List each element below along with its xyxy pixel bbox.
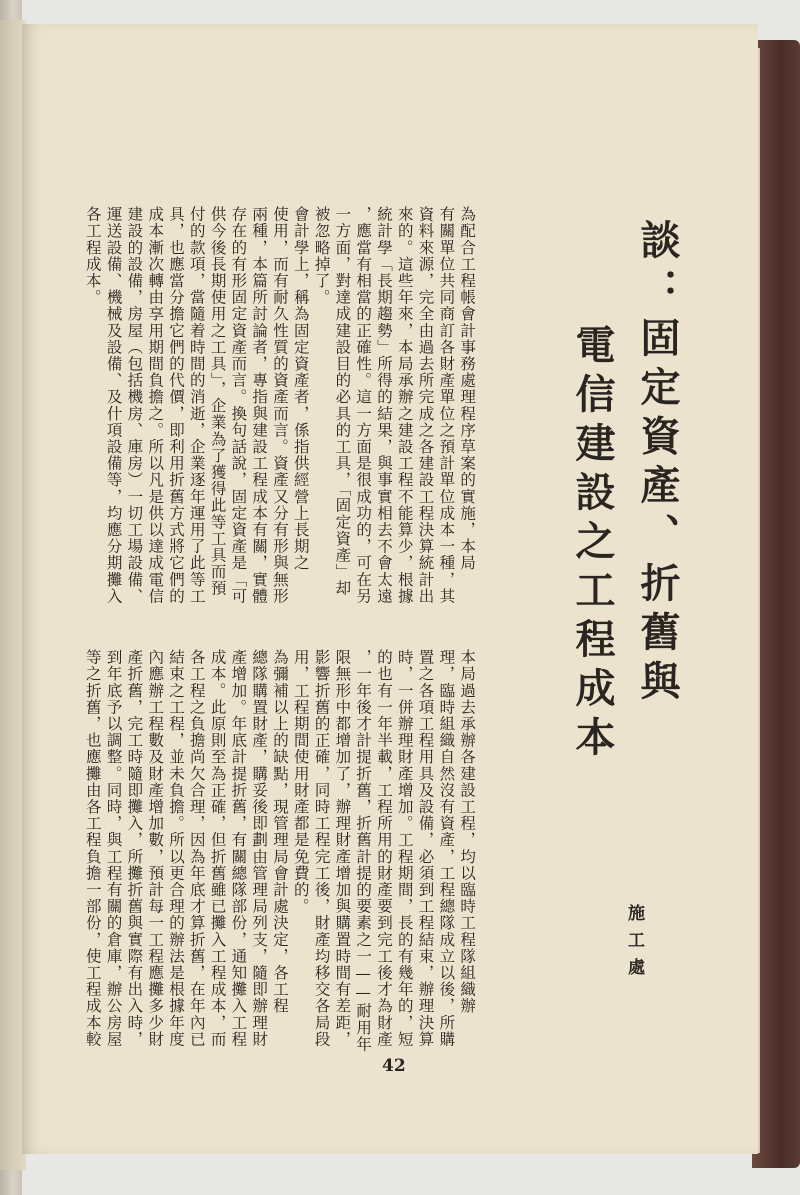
body-text-block-lower: 本局過去承辦各建設工程，均以臨時工程隊組織辦 理，臨時組織自然沒有資產，工程總隊成立以後，所購 置之各項工程用具及設備，必須到工程結束，辦理決算 時，一併辦理財產增加。工程期間，長的有幾年的，短 的也有一年半載，工程所用的財產要到完工後才為財產 ，一年後才計提折舊，折舊計提的要素之一——耐用年 限無形中都增加了，辦理財產增加與購置時間有差距， 影響折舊的正確，同時工程完工後，財產均移交各局段 用，工程期間使用財產都是免費的。 為彌補以上的缺點，現管理局會計處決定，各工程 總隊購置財產，購妥後即劃由管理局列支，隨即辦理財 產增加。年底計提折舊，有關總隊部份，通知攤入工程 成本。此原則至為正確，但折舊雖已攤入工程成本，而 各工程之負擔尚欠合理，因為年底才算折舊，在年內已 結束之工程，並未負擔。所以更合理的辦法是根據年度 內應辦工程數及財產增加數，預計每一工程應攤多少財 產折舊，完工時隨即攤入，所攤折舊與實際有出入時， 到年底予以調整。同時，與工程有關的倉庫，辦公房屋 等之折舊，也應攤由各工程負擔一部份，使工程成本較 xyxy=(83,649,477,1053)
article-author: 施工處 xyxy=(624,904,644,985)
page-number: 42 xyxy=(382,1056,406,1076)
article-title-line1: 談：固定資產、折舊與 xyxy=(634,219,681,709)
article-title-line2: 電信建設之工程成本 xyxy=(569,324,616,765)
book-page xyxy=(22,24,758,1154)
body-text-block-upper: 為配合工程帳會計事務處理程序草案的實施，本局 有關單位共同商訂各財產單位之預計單位成本一種，其 資料來源，完全由過去所完成之各建設工程決算統計出 來的。這些年來，本局承辦之建設工程不能算少，根據 統計學「長期趨勢」所得的結果，與事實相去不會太遠 ，應當有相當的正確性。這一方面是很成功的，可在另 一方面，對達成建設目的必具的工具，「固定資產」却 被忽略掉了。 會計學上，稱為固定資產者，係指供經營上長期之 使用，而有耐久性質的資產而言。資產又分有形與無形 兩種，本篇所討論者，專指與建設工程成本有關，實體 存在的有形固定資產而言。換句話說，固定資產是「可 供今後長期使用之工具」，企業為了獲得此等工具而預 付的款項，當隨着時間的消逝，企業逐年運用了此等工 具，也應當分擔它們的代價，即利用折舊方式將它們的 成本漸次轉由享用期間負擔之。所以凡是供以達成電信 建設的設備，房屋（包括機房、庫房）一切工場設備、 運送設備、機械及設備、及什項設備等，均應分期攤入 各工程成本。 xyxy=(83,206,477,605)
